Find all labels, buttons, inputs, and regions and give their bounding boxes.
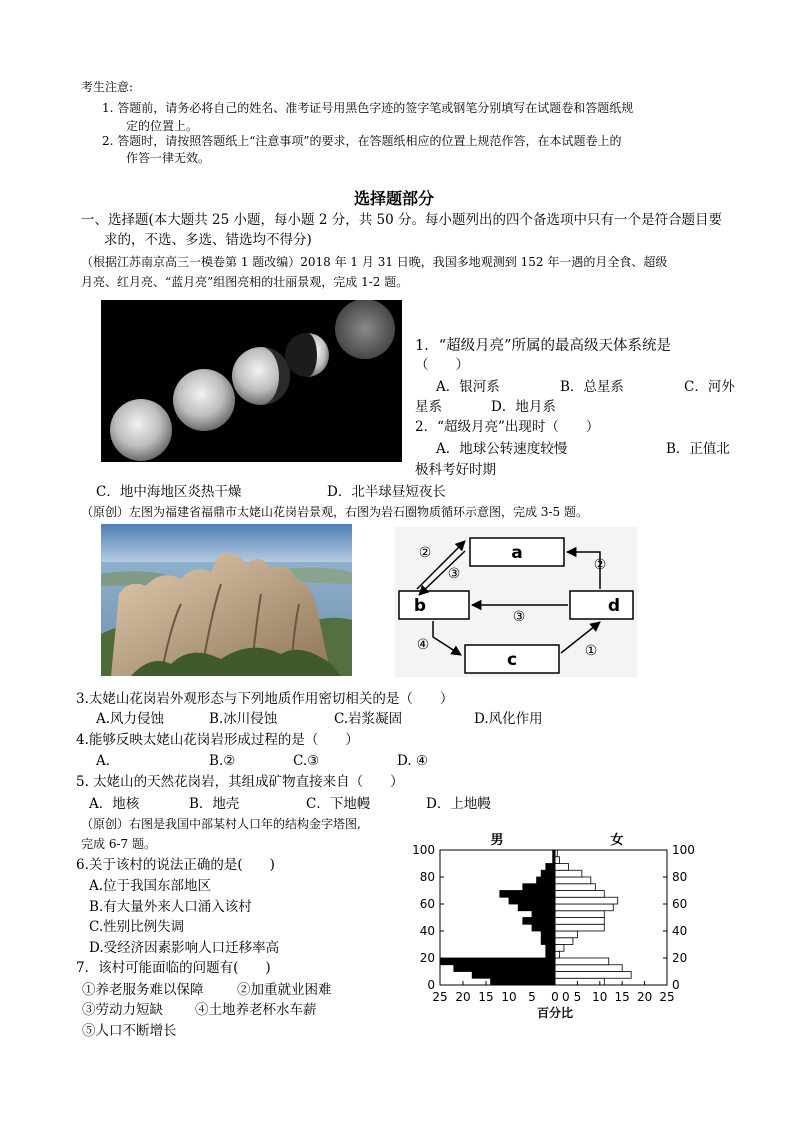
male-bar-80 <box>541 870 555 877</box>
q1-stem: 1．“超级月亮”所属的最高级天体系统是 <box>415 338 672 354</box>
population-intro-cont: 完成 6-7 题。 <box>81 837 156 851</box>
q3-option-c[interactable]: C.岩浆凝固 <box>334 711 403 727</box>
population-pyramid-chart <box>405 828 705 1023</box>
moon-intro: （根据江苏南京高三一模卷第 1 题改编）2018 年 1 月 31 日晚，我国多地观测到 152 年一遇的月全食、超级 <box>81 255 668 269</box>
pct-tick-left-20: 20 <box>455 990 471 1004</box>
pct-tick-right-0: 0 <box>562 990 570 1004</box>
female-bar-25 <box>555 945 564 952</box>
q7-item-3[interactable]: ③劳动力短缺 <box>82 1002 163 1018</box>
age-tick-right-80: 80 <box>672 870 688 884</box>
male-bar-20 <box>546 951 555 958</box>
female-bar-70 <box>555 884 595 891</box>
age-tick-right-0: 0 <box>672 978 680 992</box>
pct-tick-right-5: 5 <box>573 990 582 1004</box>
population-intro: （原创）右图是我国中部某村人口年的结构金字塔图, <box>81 817 361 831</box>
notice-item-2-cont: 作答一律无效。 <box>126 151 211 165</box>
male-label: 男 <box>490 833 504 848</box>
male-bar-60 <box>509 897 555 904</box>
male-bar-40 <box>532 924 555 931</box>
age-tick-right-100: 100 <box>672 843 695 857</box>
age-tick-left-60: 60 <box>419 897 435 911</box>
age-tick-left-20: 20 <box>419 951 435 965</box>
num-1: ① <box>584 643 598 659</box>
pct-tick-right-25: 25 <box>659 990 675 1004</box>
moon-phase-3 <box>232 347 290 405</box>
q7-item-1[interactable]: ①养老服务难以保障 <box>82 982 204 998</box>
label-c: c <box>506 650 518 670</box>
female-bar-65 <box>555 891 604 898</box>
pct-tick-right-15: 15 <box>614 990 630 1004</box>
label-a: a <box>511 543 523 563</box>
q2-option-d[interactable]: D．北半球昼短夜长 <box>327 484 446 500</box>
q7-item-5[interactable]: ⑤人口不断增长 <box>82 1023 177 1039</box>
q6-option-c[interactable]: C.性别比例失调 <box>89 919 185 935</box>
q4-option-c[interactable]: C.③ <box>293 753 320 769</box>
female-bar-40 <box>555 924 604 931</box>
q1-option-c-cont: 星系 <box>415 399 442 415</box>
q4-stem: 4.能够反映太姥山花岗岩形成过程的是（ ） <box>76 732 359 748</box>
female-bar-5 <box>555 972 631 979</box>
q2-option-b-cont: 极科考好时期 <box>415 462 496 478</box>
pct-tick-left-15: 15 <box>478 990 494 1004</box>
age-tick-right-20: 20 <box>672 951 688 965</box>
q5-option-c[interactable]: C．下地幔 <box>306 796 371 812</box>
female-bar-75 <box>555 877 591 884</box>
q1-option-d[interactable]: D．地月系 <box>491 399 556 415</box>
male-bar-0 <box>491 978 555 985</box>
q3-option-a[interactable]: A.风力侵蚀 <box>96 711 165 727</box>
female-bar-35 <box>555 931 577 938</box>
notice-item-2: 2. 答题时，请按照答题纸上“注意事项”的要求，在答题纸相应的位置上规范作答，在本试题卷上的 <box>102 134 622 148</box>
q2-stem: 2．“超级月亮”出现时（ ） <box>415 419 600 435</box>
male-bar-50 <box>532 911 555 918</box>
q5-stem: 5. 太姥山的天然花岗岩，其组成矿物直接来自（ ） <box>76 774 404 790</box>
q4-option-a[interactable]: A. <box>96 753 111 769</box>
q4-option-d[interactable]: D. ④ <box>397 753 429 769</box>
q2-option-b[interactable]: B．正值北 <box>666 441 730 457</box>
q3-option-b[interactable]: B.冰川侵蚀 <box>209 711 278 727</box>
q6-option-b[interactable]: B.有大量外来人口涌入该村 <box>89 899 252 915</box>
female-bar-30 <box>555 938 573 945</box>
num-2-left: ② <box>418 545 432 561</box>
male-bar-30 <box>541 938 555 945</box>
q5-option-d[interactable]: D．上地幔 <box>426 796 491 812</box>
moon-phase-2 <box>173 369 235 431</box>
arrow-b-to-c <box>433 621 461 655</box>
q1-option-b[interactable]: B．总星系 <box>560 379 624 395</box>
granite-landscape-photo <box>101 524 352 676</box>
female-bar-0 <box>555 978 604 985</box>
q3-stem: 3.太姥山花岗岩外观形态与下列地质作用密切相关的是（ ） <box>76 691 454 707</box>
age-tick-left-100: 100 <box>412 843 435 857</box>
label-b: b <box>413 596 427 616</box>
moon-phase-1 <box>110 399 172 461</box>
female-bar-55 <box>555 904 613 911</box>
num-3-mid: ③ <box>512 609 526 625</box>
pct-tick-left-0: 0 <box>551 990 559 1004</box>
moon-phase-4 <box>285 333 329 377</box>
box-d <box>570 591 633 619</box>
part1-instructions: 一、选择题(本大题共 25 小题，每小题 2 分，共 50 分。每小题列出的四个备选项中只有一个是符合题目要 <box>81 212 722 228</box>
male-bar-25 <box>546 945 555 952</box>
male-bar-35 <box>541 931 555 938</box>
notice-item-1-cont: 定的位置上。 <box>126 119 199 133</box>
male-bar-55 <box>518 904 555 911</box>
q6-option-a[interactable]: A.位于我国东部地区 <box>89 878 212 894</box>
q6-stem: 6.关于该村的说法正确的是( ) <box>76 857 275 873</box>
female-bar-85 <box>555 864 568 871</box>
male-bar-15 <box>440 958 555 965</box>
num-3-left: ③ <box>447 566 461 582</box>
pct-tick-right-20: 20 <box>636 990 653 1004</box>
box-b <box>399 591 469 619</box>
q6-option-d[interactable]: D.受经济因素影响人口迁移率高 <box>89 940 280 956</box>
q7-item-4[interactable]: ④土地养老杯水车薪 <box>195 1002 317 1018</box>
lunar-eclipse-photo <box>101 300 402 462</box>
rock-cycle-diagram <box>395 527 637 677</box>
male-bar-45 <box>523 918 555 925</box>
q2-option-a[interactable]: A．地球公转速度较慢 <box>436 441 568 457</box>
male-bar-65 <box>500 891 555 898</box>
pct-tick-left-25: 25 <box>432 990 448 1004</box>
male-bar-70 <box>523 884 555 891</box>
part1-instructions-cont: 求的，不选、多选、错选均不得分) <box>104 232 312 248</box>
q5-option-a[interactable]: A．地核 <box>89 796 140 812</box>
age-tick-right-40: 40 <box>672 924 688 938</box>
pct-tick-left-5: 5 <box>528 990 536 1004</box>
female-bar-60 <box>555 897 618 904</box>
female-label: 女 <box>610 833 624 848</box>
male-bar-75 <box>537 877 555 884</box>
female-bar-20 <box>555 951 559 958</box>
female-bar-10 <box>555 965 622 972</box>
female-bar-15 <box>555 958 609 965</box>
age-tick-right-60: 60 <box>672 897 688 911</box>
moon-phase-5 <box>335 300 395 359</box>
pct-tick-left-10: 10 <box>501 990 517 1004</box>
q1-option-c[interactable]: C．河外 <box>684 379 735 395</box>
male-bar-5 <box>472 972 555 979</box>
female-bar-90 <box>555 857 559 864</box>
section-title: 选择题部分 <box>354 189 435 208</box>
q1-paren: （ ） <box>415 357 469 373</box>
q3-option-d[interactable]: D.风化作用 <box>474 711 543 727</box>
q7-stem: 7．该村可能面临的问题有( ) <box>76 960 271 976</box>
notice-item-1: 1. 答题前，请务必将自己的姓名、准考证号用黑色字迹的签字笔或钢笔分别填写在试题卷和答题纸规 <box>102 101 634 115</box>
female-bar-80 <box>555 870 582 877</box>
age-tick-left-40: 40 <box>419 924 435 938</box>
q5-option-b[interactable]: B．地壳 <box>189 796 240 812</box>
label-d: d <box>607 596 621 616</box>
q4-option-b[interactable]: B.② <box>209 753 236 769</box>
female-bar-45 <box>555 918 604 925</box>
num-2-right: ② <box>593 557 607 573</box>
pct-tick-right-10: 10 <box>592 990 608 1004</box>
rock-intro: （原创）左图为福建省福鼎市太姥山花岗岩景观，右图为岩石圈物质循环示意图，完成 3-5 题。 <box>81 505 588 519</box>
male-bar-10 <box>454 965 555 972</box>
female-bar-50 <box>555 911 604 918</box>
notice-heading: 考生注意: <box>81 80 134 94</box>
q7-item-2[interactable]: ②加重就业困难 <box>237 982 332 998</box>
num-4: ④ <box>416 637 430 653</box>
q2-option-c[interactable]: C．地中海地区炎热干燥 <box>96 484 242 500</box>
age-tick-left-0: 0 <box>427 978 435 992</box>
male-bar-85 <box>546 864 555 871</box>
age-tick-left-80: 80 <box>419 870 435 884</box>
q1-option-a[interactable]: A．银河系 <box>436 379 500 395</box>
x-axis-label: 百分比 <box>536 1006 574 1020</box>
moon-intro-cont: 月亮、红月亮、“蓝月亮”组图亮相的壮丽景观，完成 1-2 题。 <box>81 275 409 289</box>
